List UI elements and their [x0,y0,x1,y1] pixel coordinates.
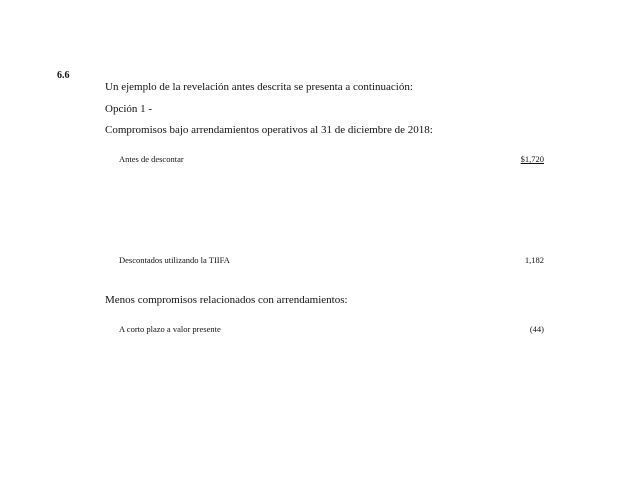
less-commitments-heading: Menos compromisos relacionados con arrendamientos: [105,294,348,306]
intro-sentence: Un ejemplo de la revelación antes descrita se presenta a continuación: [105,81,413,93]
row-label-discounted: Descontados utilizando la TIIFA [119,255,230,265]
commitments-heading: Compromisos bajo arrendamientos operativos al 31 de diciembre de 2018: [105,124,433,136]
option-label: Opción 1 - [105,103,153,115]
row-value-short-term: (44) [529,324,544,334]
section-number: 6.6 [57,70,70,81]
row-label-short-term: A corto plazo a valor presente [119,324,221,334]
row-label-undiscounted: Antes de descontar [119,154,184,164]
row-value-undiscounted: $1,720 [520,154,544,164]
row-value-discounted: 1,182 [524,255,544,265]
